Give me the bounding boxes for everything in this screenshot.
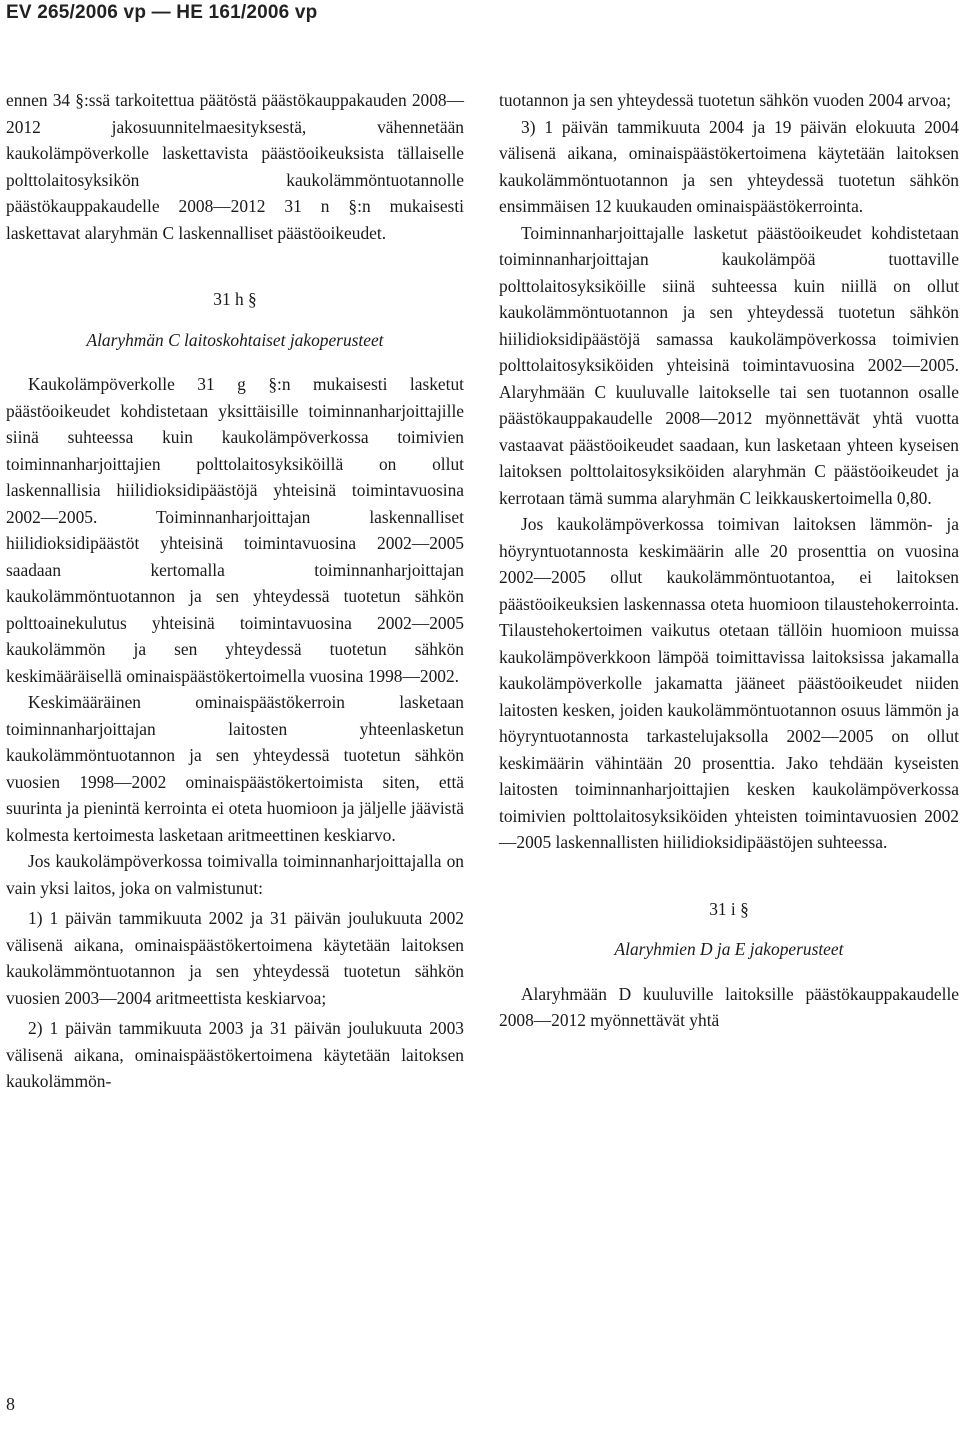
section-title: Alaryhmien D ja E jakoperusteet [614, 939, 844, 959]
paragraph: Jos kaukolämpöverkossa toimivan laitoksen lämmön- ja höyryntuotannosta keskimäärin alle 20 prosenttia on vuosina 2002—2005 ollut kaukolämmöntuotantoa, ei laitoksen päästöoikeuksien laskennassa oteta huomioon tilaustehokerrointa. Tilaustehokertoimen vaikutus otetaan tällöin huomioon muissa kaukolämpöverkkoon lämpöä toimittavissa laitoksissa jakamalla kaukolämpöverkolle jakamatta jääneet päästöoikeudet niiden laitosten kesken, joiden kaukolämmöntuotannon osuus lämmön ja höyryntuotannosta tarkastelujaksolla 2002—2005 on ollut keskimäärin vähintään 20 prosenttia. Jako tehdään kyseisten laitosten toiminnanharjoittajien kesken kaukolämpöverkossa toimivien polttolaitosyksiköiden yhteisten toimintavuosien 2002—2005 laskennallisten hiilidioksidipäästöjen suhteessa. [499, 514, 959, 852]
paragraph: Toiminnanharjoittajalle lasketut päästöoikeudet kohdistetaan toiminnanharjoittajan kaukolämpöä tuottaville polttolaitosyksiköille siinä suhteessa kuin niillä on ollut kaukolämmöntuotannon ja sen yhteydessä tuotetun sähkön hiilidioksidipäästöjä samassa kaukolämpöverkossa toimivien polttolaitosyksiköiden yhteisinä toimintavuosina 2002—2005. Alaryhmään C kuuluvalle laitokselle tai sen tuotannon osalle päästökauppakaudelle 2008—2012 myönnettävät yhtä vuotta vastaavat päästöoikeudet saadaan, kun lasketaan yhteen kyseisen laitoksen polttolaitosyksiköiden alaryhmän C päästöoikeudet ja kerrotaan tämä summa alaryhmän C leikkauskertoimella 0,80. [499, 222, 959, 508]
list-item: 1) 1 päivän tammikuuta 2002 ja 31 päivän joulukuuta 2002 välisenä aikana, ominaispäästökertoimena käytetään laitoksen kaukolämmöntuotannon ja sen yhteydessä tuotetun sähkön vuosien 2003—2004 aritmeettista keskiarvoa; [6, 908, 464, 1008]
section-number: 31 i § [709, 898, 749, 919]
page-number: 8 [6, 1394, 15, 1414]
paragraph: Keskimääräinen ominaispäästökerroin lasketaan toiminnanharjoittajan laitosten yhteenlasketun kaukolämmöntuotannon ja sen yhteydessä tuotetun sähkön vuosien 1998—2002 ominaispäästökertoimista siten, että suurinta ja pienintä kerrointa ei oteta huomioon ja jäljelle jäävistä kolmesta kertoimesta lasketaan aritmeettinen keskiarvo. [6, 692, 464, 845]
paragraph: Kaukolämpöverkolle 31 g §:n mukaisesti lasketut päästöoikeudet kohdistetaan yksittäisille toiminnanharjoittajille siinä suhteessa kuin kaukolämpöverkossa toimivien toiminnanharjoittajien polttolaitosyksiköillä on ollut laskennallisia hiilidioksidipäästöjä yhteisinä toimintavuosina 2002—2005. Toiminnanharjoittajan laskennalliset hiilidioksidipäästöt yhteisinä toimintavuosina 2002—2005 saadaan kertomalla toiminnanharjoittajan kaukolämmöntuotannon ja sen yhteydessä tuotetun sähkön polttoainekulutus yhteisinä toimintavuosina 2002—2005 kaukolämmön ja sen yhteydessä tuotetun sähkön keskimääräisellä ominaispäästökertoimella vuosina 1998—2002. [6, 374, 464, 686]
section-title: Alaryhmän C laitoskohtaiset jakoperusteet [86, 329, 384, 350]
document-header: EV 265/2006 vp — HE 161/2006 vp [6, 2, 318, 23]
section-number: 31 h § [213, 289, 257, 309]
paragraph: tuotannon ja sen yhteydessä tuotetun sähkön vuoden 2004 arvoa; [499, 90, 952, 110]
paragraph: Jos kaukolämpöverkossa toimivalla toiminnanharjoittajalla on vain yksi laitos, joka on valmistunut: [6, 851, 464, 898]
list-item: 2) 1 päivän tammikuuta 2003 ja 31 päivän joulukuuta 2003 välisenä aikana, ominaispäästökertoimena käytetään laitoksen kaukolämmön- [6, 1018, 464, 1091]
right-column [499, 87, 959, 1034]
list-item: 3) 1 päivän tammikuuta 2004 ja 19 päivän elokuuta 2004 välisenä aikana, ominaispäästökertoimena käytetään laitoksen kaukolämmöntuotannon ja sen yhteydessä tuotetun sähkön ensimmäisen 12 kuukauden ominaispäästökerrointa. [499, 116, 959, 216]
paragraph: Alaryhmään D kuuluville laitoksille päästökauppakaudelle 2008—2012 myönnettävät yhtä [499, 983, 959, 1030]
left-column [6, 87, 464, 1095]
paragraph: ennen 34 §:ssä tarkoitettua päätöstä päästökauppakauden 2008—2012 jakosuunnitelmaesityksestä, vähennetään kaukolämpöverkolle laskettavista päästöoikeuksista tällaiselle polttolaitosyksikön kaukolämmöntuotannolle päästökauppakaudelle 2008—2012 31 n §:n mukaisesti laskettavat alaryhmän C laskennalliset päästöoikeudet. [6, 90, 464, 243]
